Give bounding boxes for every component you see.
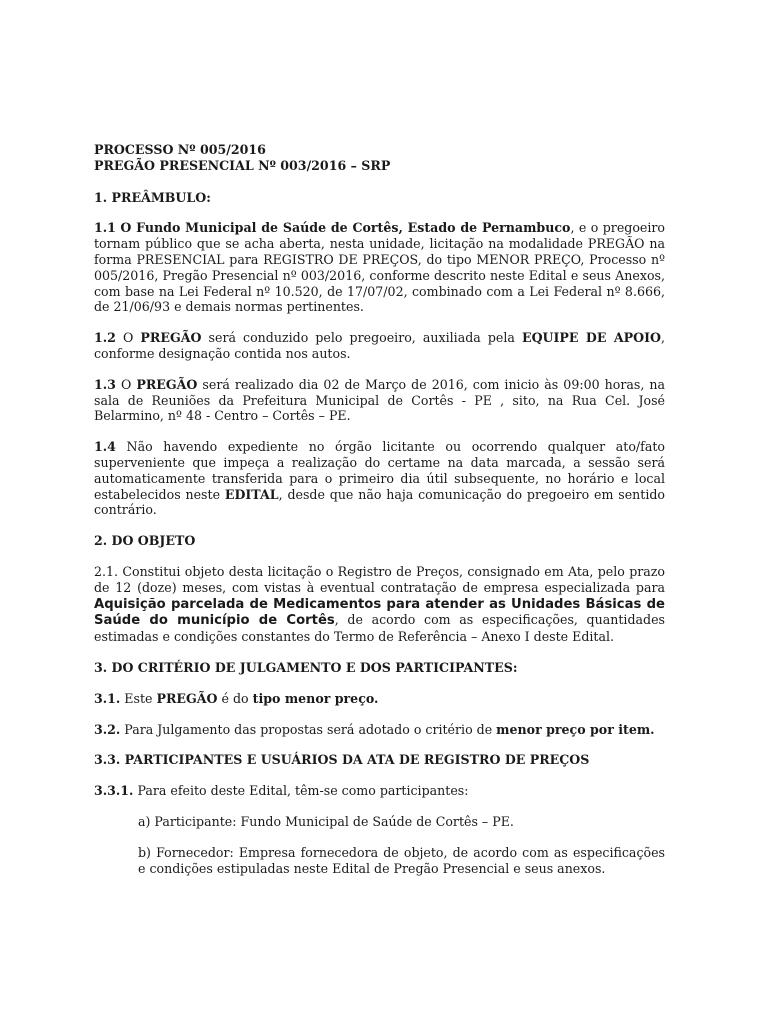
- paragraph-1-3: [94, 377, 665, 424]
- paragraph-2-1: [94, 564, 665, 645]
- pregao-number: PREGÃO PRESENCIAL Nº 003/2016 – SRP: [94, 157, 391, 173]
- body-text: 2.1. Constitui objeto desta licitação o Registro de Preços, consignado em Ata, pelo prazo de 12 (doze) meses, com vistas à eventual contratação de empresa especializada para: [94, 563, 665, 595]
- bold-object-text: Aquisição parcelada de Medicamentos para atender as Unidades Básicas de Saúde do município de Cortês: [94, 596, 665, 629]
- paragraph-number: 1.3: [94, 376, 116, 392]
- bold-text: O Fundo Municipal de Saúde de Cortês, Estado de Pernambuco: [120, 220, 571, 236]
- document-page: [94, 142, 665, 891]
- body-text: Este: [120, 690, 157, 706]
- paragraph-number: 3.3.1.: [94, 783, 134, 799]
- section-3-title: 3. DO CRITÉRIO DE JULGAMENTO E DOS PARTICIPANTES:: [94, 659, 518, 675]
- bold-text: EQUIPE DE APOIO: [521, 330, 661, 346]
- paragraph-number: 3.1.: [94, 690, 121, 706]
- body-text: , e o pregoeiro tornam público que se acha aberta, nesta unidade, licitação na modalidade PREGÃO na forma PRESENCIAL para REGISTRO DE PREÇOS, do tipo MENOR PREÇO, Processo nº 005/2016, Pregão Presencial nº 003/2016, conforme descrito neste Edital e seus Anexos, com base na Lei Federal nº 10.520, de 17/07/02, combinado com a Lei Federal nº 8.666, de 21/06/93 e demais normas pertinentes.: [94, 220, 666, 315]
- body-text: será realizado dia 02 de Março de 2016, com inicio às 09:00 horas, na sala de Reuniões da Prefeitura Municipal de Cortês - PE , sito, na Rua Cel. José Belarmino, nº 48 - Centro – Cortês – PE.: [94, 376, 665, 424]
- body-text: , de acordo com as especificações, quantidades estimadas e condições constantes do Termo de Referência – Anexo I deste Edital.: [94, 612, 665, 645]
- body-text: Para Julgamento das propostas será adotado o critério de: [120, 721, 497, 737]
- paragraph-1-2: [94, 330, 665, 362]
- bold-text: PREGÃO: [140, 330, 202, 346]
- subsection-3-3-title: 3.3. PARTICIPANTES E USUÁRIOS DA ATA DE REGISTRO DE PREÇOS: [94, 752, 590, 768]
- bold-text: EDITAL: [224, 486, 279, 502]
- list-item-b: b) Fornecedor: Empresa fornecedora de objeto, de acordo com as especificações e condições estipuladas neste Edital de Pregão Presencial e seus anexos.: [138, 844, 665, 876]
- paragraph-number: 1.2: [94, 330, 116, 346]
- body-text: , desde que não haja comunicação do pregoeiro em sentido contrário.: [94, 486, 665, 518]
- body-text: O: [115, 376, 137, 392]
- process-number: PROCESSO Nº 005/2016: [94, 142, 266, 157]
- paragraph-3-1: [94, 691, 665, 707]
- paragraph-1-4: [94, 439, 665, 518]
- body-text: O: [115, 330, 141, 346]
- body-text: Para efeito deste Edital, têm-se como participantes:: [133, 783, 469, 799]
- paragraph-3-3-1: [94, 783, 665, 799]
- bold-text: tipo menor preço.: [252, 690, 379, 706]
- paragraph-number: 3.2.: [94, 721, 121, 737]
- body-text: Não havendo expediente no órgão licitante ou ocorrendo qualquer ato/fato superveniente que impeça a realização do certame na data marcada, a sessão será automaticamente transferida para o primeiro dia útil subsequente, no horário e local estabelecidos neste: [94, 439, 665, 502]
- paragraph-3-2: [94, 722, 665, 738]
- paragraph-number: 1.4: [94, 439, 116, 455]
- bold-text: menor preço por item.: [496, 721, 655, 737]
- body-text: , conforme designação contida nos autos.: [94, 330, 666, 361]
- section-2-title: 2. DO OBJETO: [94, 533, 196, 549]
- list-item-a: a) Participante: Fundo Municipal de Saúde de Cortês – PE.: [138, 813, 514, 829]
- paragraph-1-1: [94, 220, 665, 315]
- body-text: é do: [217, 690, 253, 706]
- paragraph-number: 1.1: [94, 220, 116, 236]
- bold-text: PREGÃO: [156, 690, 218, 706]
- body-text: será conduzido pelo pregoeiro, auxiliada pela: [201, 330, 522, 346]
- spacer: [94, 174, 665, 190]
- section-1-title: 1. PREÂMBULO:: [94, 189, 211, 205]
- bold-text: PREGÃO: [136, 376, 198, 392]
